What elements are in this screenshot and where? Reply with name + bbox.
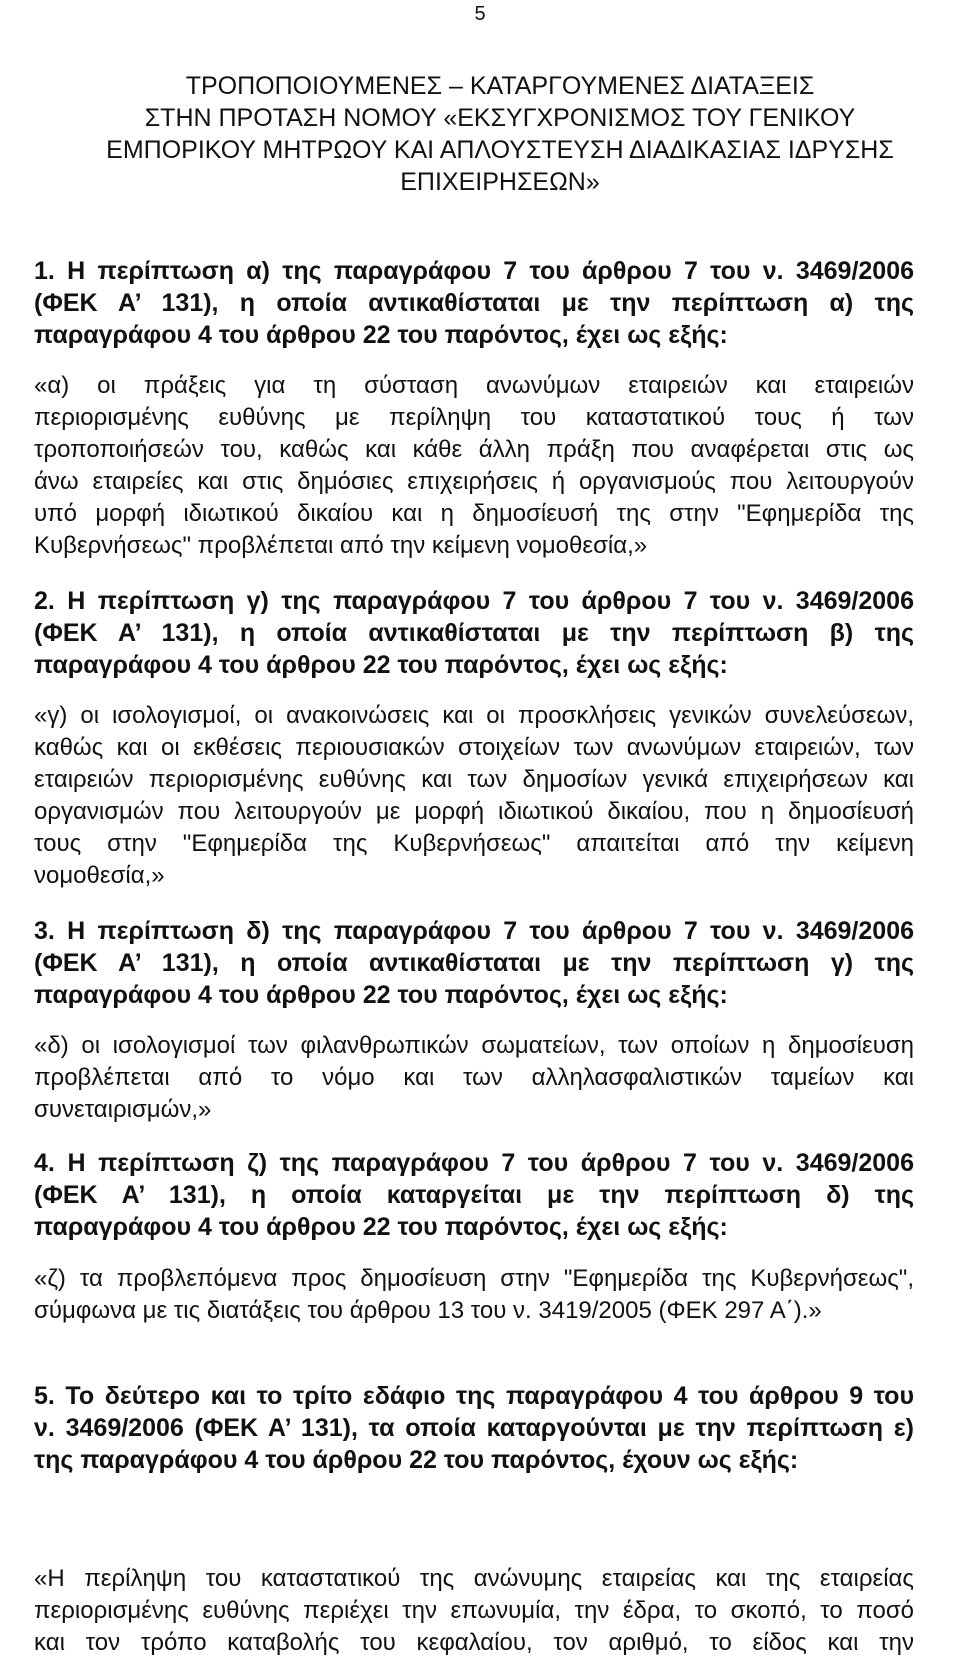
- quote-line: άνω εταιρείες και στις δημόσιες επιχειρήσεις ή οργανισμούς που λειτουργούν: [34, 468, 914, 495]
- heading-line: 5. Το δεύτερο και το τρίτο εδάφιο της παραγράφου 4 του άρθρου 9 του: [34, 1382, 914, 1410]
- title-line: ΣΤΗΝ ΠΡΟΤΑΣΗ ΝΟΜΟΥ «ΕΚΣΥΓΧΡΟΝΙΣΜΟΣ ΤΟΥ ΓΕΝΙΚΟΥ: [144, 104, 856, 132]
- heading-line: 3. Η περίπτωση δ) της παραγράφου 7 του άρθρου 7 του ν. 3469/2006: [34, 917, 914, 945]
- quote-line: οργανισμών που λειτουργούν με μορφή ιδιωτικού δικαίου, που η δημοσίευσή: [34, 798, 914, 825]
- quote-line: περιορισμένης ευθύνης με περίληψη του καταστατικού τους ή των: [34, 404, 914, 431]
- item-5-quote: [34, 1563, 914, 1659]
- quote-line: «δ) οι ισολογισμοί των φιλανθρωπικών σωματείων, των οποίων η δημοσίευση: [34, 1032, 914, 1059]
- quote-line: «ζ) τα προβλεπόμενα προς δημοσίευση στην "Εφημερίδα της Κυβερνήσεως",: [34, 1265, 914, 1292]
- heading-line: 1. Η περίπτωση α) της παραγράφου 7 του άρθρου 7 του ν. 3469/2006: [34, 257, 914, 285]
- heading-line: (ΦΕΚ Α’ 131), η οποία αντικαθίσταται με την περίπτωση β) της: [34, 619, 914, 647]
- item-2-heading: [34, 585, 914, 681]
- heading-line: 2. Η περίπτωση γ) της παραγράφου 7 του άρθρου 7 του ν. 3469/2006: [34, 587, 914, 615]
- item-4-heading: [34, 1147, 914, 1243]
- item-5-heading: [34, 1380, 914, 1476]
- quote-line: νομοθεσία,»: [34, 862, 165, 889]
- item-3-heading: [34, 915, 914, 1011]
- title-line: ΕΠΙΧΕΙΡΗΣΕΩΝ»: [400, 168, 600, 196]
- item-1-heading: [34, 255, 914, 351]
- heading-line: της παραγράφου 4 του άρθρου 22 του παρόντος, έχουν ως εξής:: [34, 1446, 799, 1474]
- quote-line: και τον τρόπο καταβολής του κεφαλαίου, τον αριθμό, το είδος και την: [34, 1629, 914, 1656]
- heading-line: παραγράφου 4 του άρθρου 22 του παρόντος, έχει ως εξής:: [34, 1213, 728, 1241]
- quote-line: υπό μορφή ιδιωτικού δικαίου και η δημοσίευσή της στην "Εφημερίδα της: [34, 500, 914, 527]
- quote-line: «γ) οι ισολογισμοί, οι ανακοινώσεις και οι προσκλήσεις γενικών συνελεύσεων,: [34, 702, 914, 729]
- title-line: ΕΜΠΟΡΙΚΟΥ ΜΗΤΡΩΟΥ ΚΑΙ ΑΠΛΟΥΣΤΕΥΣΗ ΔΙΑΔΙΚΑΣΙΑΣ ΙΔΡΥΣΗΣ: [106, 136, 894, 164]
- quote-line: προβλέπεται από το νόμο και των αλληλασφαλιστικών ταμείων και: [34, 1064, 914, 1091]
- item-2-quote: [34, 700, 914, 892]
- quote-line: τροποποιήσεών του, καθώς και κάθε άλλη πράξη που αναφέρεται στις ως: [34, 436, 914, 463]
- heading-line: παραγράφου 4 του άρθρου 22 του παρόντος, έχει ως εξής:: [34, 651, 728, 679]
- quote-line: «Η περίληψη του καταστατικού της ανώνυμης εταιρείας και της εταιρείας: [34, 1565, 914, 1592]
- item-1-quote: [34, 370, 914, 562]
- heading-line: 4. Η περίπτωση ζ) της παραγράφου 7 του άρθρου 7 του ν. 3469/2006: [34, 1149, 914, 1177]
- title-line: ΤΡΟΠΟΠΟΙΟΥΜΕΝΕΣ – ΚΑΤΑΡΓΟΥΜΕΝΕΣ ΔΙΑΤΑΞΕΙΣ: [185, 72, 815, 100]
- quote-line: Κυβερνήσεως" προβλέπεται από την κείμενη νομοθεσία,»: [34, 532, 648, 559]
- quote-line: τους στην "Εφημερίδα της Κυβερνήσεως" απαιτείται από την κείμενη: [34, 830, 914, 857]
- heading-line: παραγράφου 4 του άρθρου 22 του παρόντος, έχει ως εξής:: [34, 981, 728, 1009]
- quote-line: σύμφωνα με τις διατάξεις του άρθρου 13 του ν. 3419/2005 (ΦΕΚ 297 Α΄).»: [34, 1297, 822, 1324]
- heading-line: (ΦΕΚ Α’ 131), η οποία αντικαθίσταται με την περίπτωση α) της: [34, 289, 914, 317]
- heading-line: παραγράφου 4 του άρθρου 22 του παρόντος, έχει ως εξής:: [34, 321, 728, 349]
- quote-line: καθώς και οι εκθέσεις περιουσιακών στοιχείων των ανωνύμων εταιρειών, των: [34, 734, 914, 761]
- heading-line: (ΦΕΚ Α’ 131), η οποία αντικαθίσταται με την περίπτωση γ) της: [34, 949, 914, 977]
- heading-line: ν. 3469/2006 (ΦΕΚ Α’ 131), τα οποία καταργούνται με την περίπτωση ε): [34, 1414, 914, 1442]
- quote-line: εταιρειών περιορισμένης ευθύνης και των δημοσίων γενικά επιχειρήσεων και: [34, 766, 914, 793]
- item-4-quote: [34, 1263, 914, 1327]
- item-3-quote: [34, 1030, 914, 1126]
- quote-line: συνεταιρισμών,»: [34, 1096, 212, 1123]
- page-number: 5: [474, 3, 486, 25]
- quote-line: περιορισμένης ευθύνης περιέχει την επωνυμία, την έδρα, το σκοπό, το ποσό: [34, 1597, 914, 1624]
- quote-line: «α) οι πράξεις για τη σύσταση ανωνύμων εταιρειών και εταιρειών: [34, 372, 914, 399]
- heading-line: (ΦΕΚ Α’ 131), η οποία καταργείται με την περίπτωση δ) της: [34, 1181, 914, 1209]
- document-title: [80, 70, 920, 198]
